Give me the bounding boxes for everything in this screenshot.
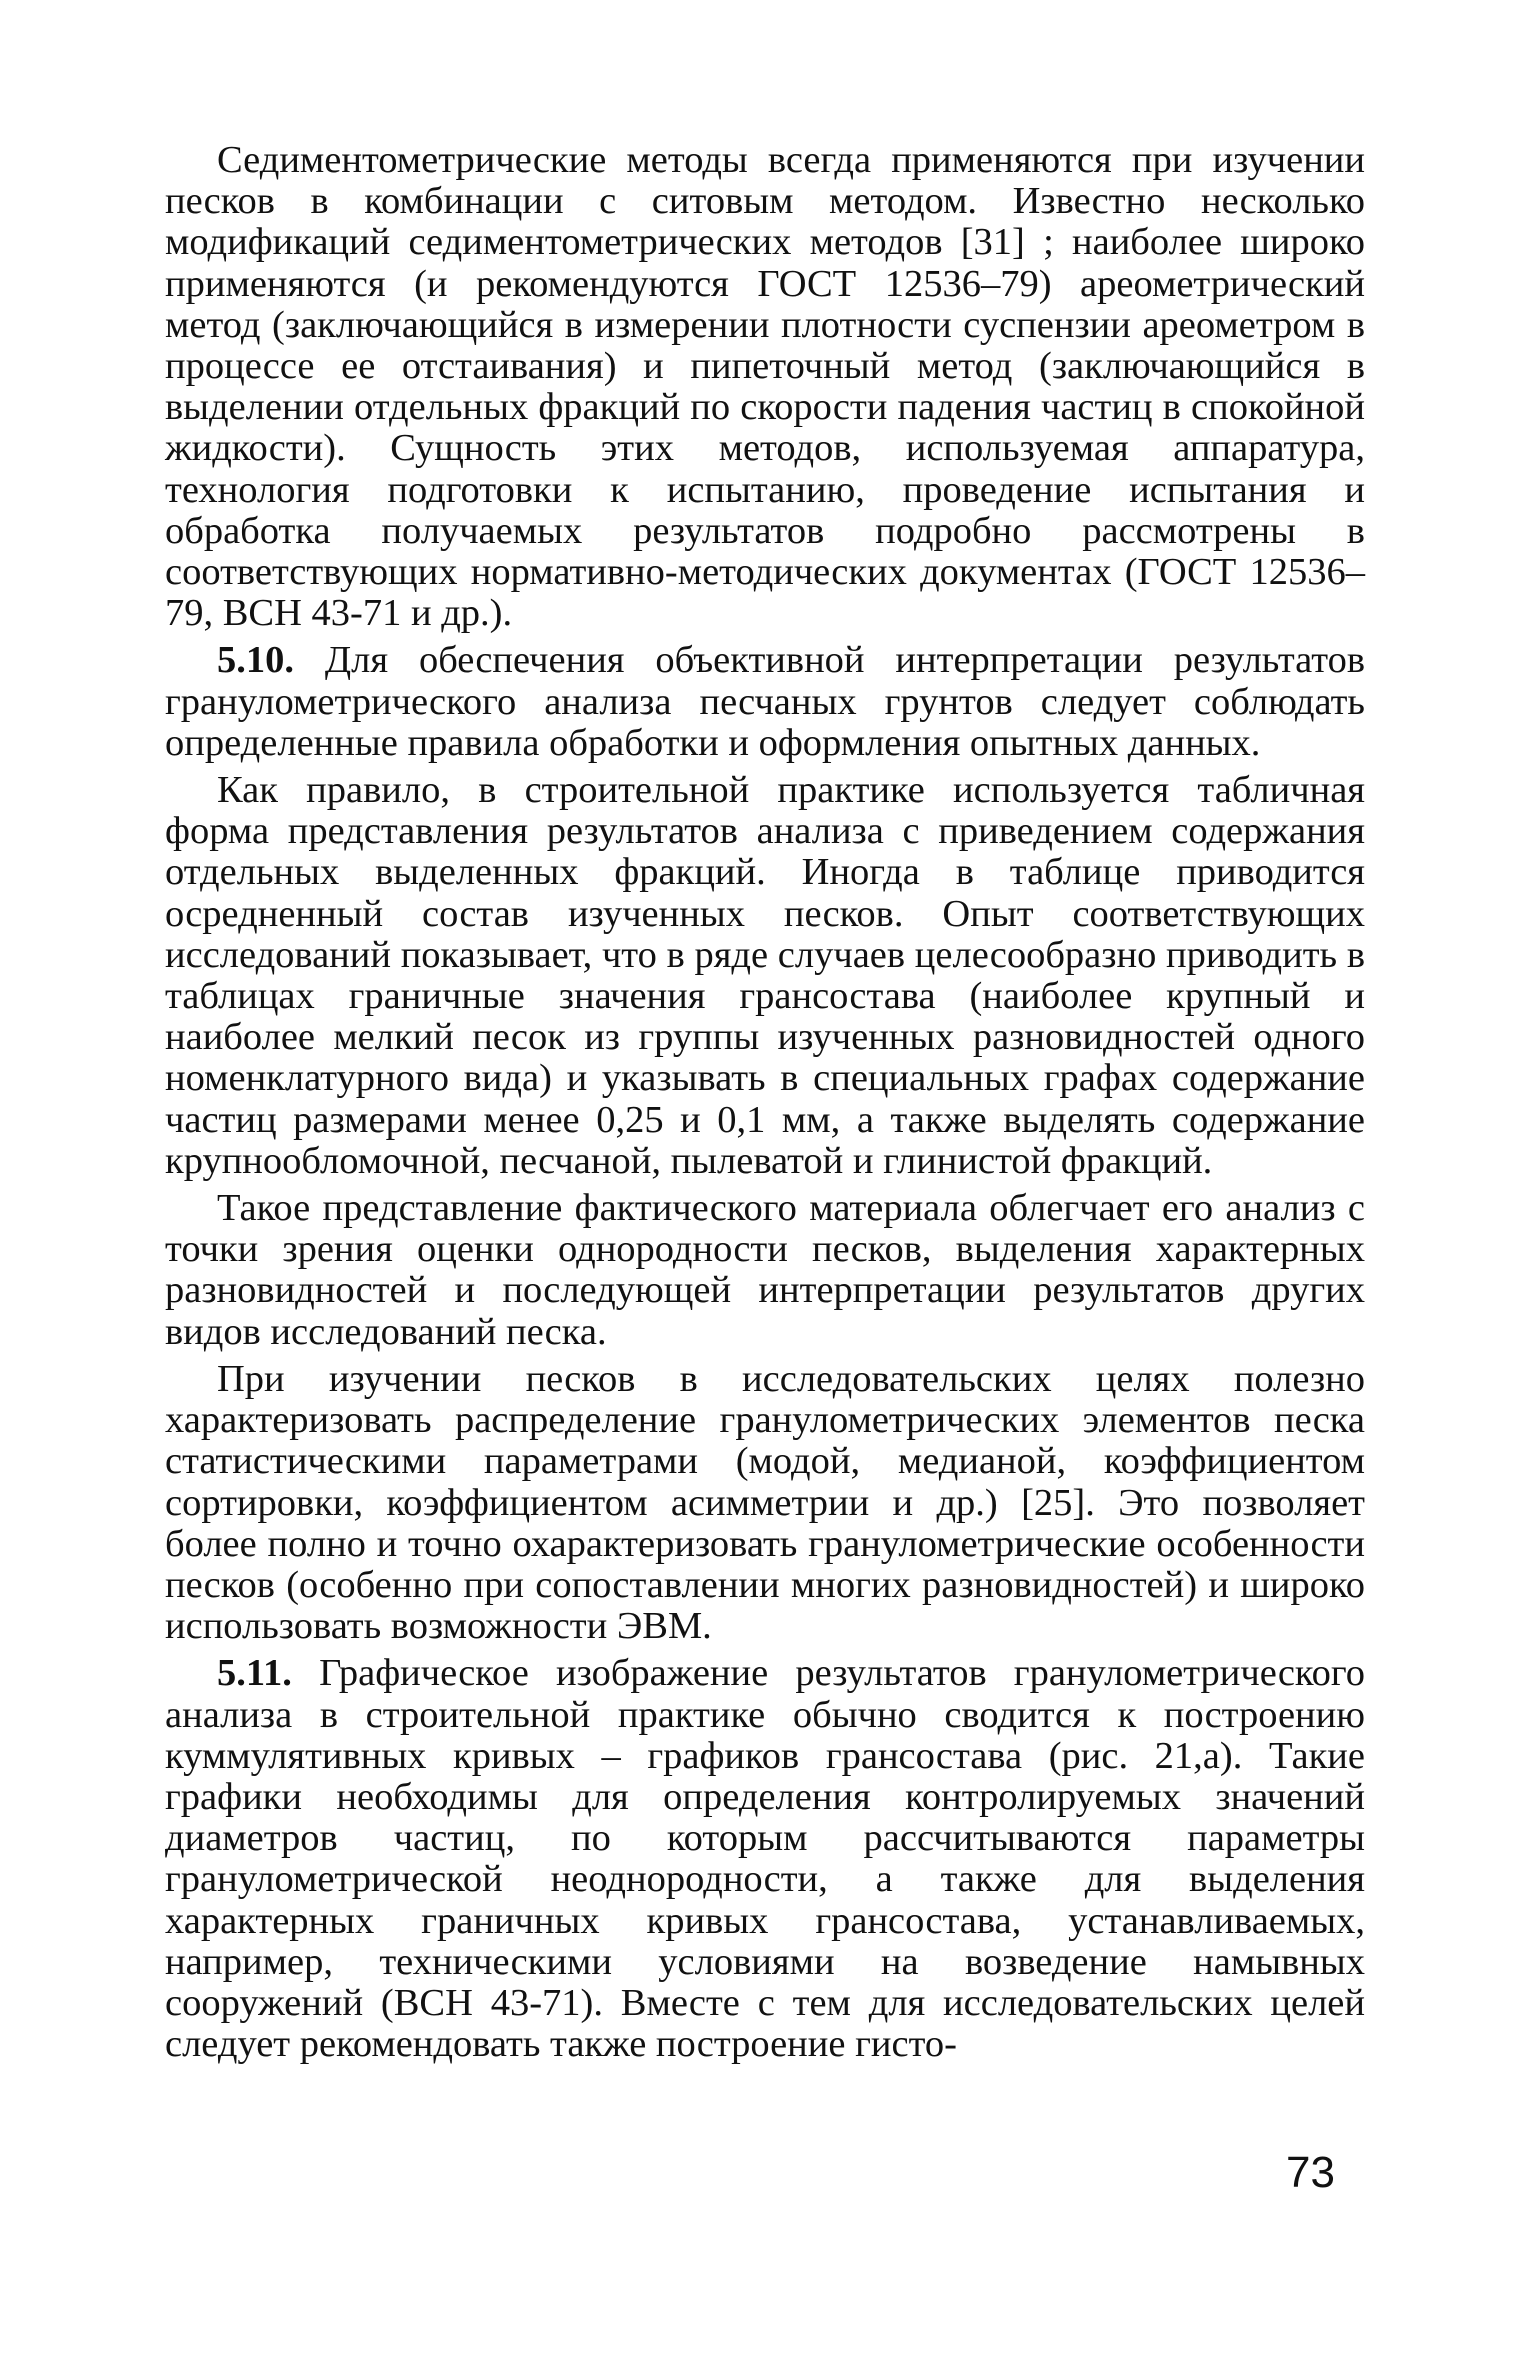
section-number: 5.11. xyxy=(217,1652,292,1695)
paragraph-representation xyxy=(165,1188,1365,1353)
paragraph-text: Как правило, в строительной практике используется табличная форма представления результатов анализа с приведением содержания отдельных выделенных фракций. Иногда в таблице приводится осредненный состав изученных песков. Опыт соответствующих исследований показывает, что в ряде случаев целесообразно приводить в таблицах граничные значения грансостава (наиболее крупный и наиболее мелкий песок из группы изученных разновидностей одного номенклатурного вида) и указывать в специальных графах содержание частиц размерами менее 0,25 и 0,1 мм, а также выделять содержание крупнообломочной, песчаной, пылеватой и глинистой фракций. xyxy=(165,769,1365,1182)
paragraph-research-purposes xyxy=(165,1359,1365,1647)
page-number: 73 xyxy=(1286,2148,1335,2197)
paragraph-5-10 xyxy=(165,640,1365,764)
paragraph-text: Такое представление фактического материала облегчает его анализ с точки зрения оценки однородности песков, выделения характерных разновидностей и последующей интерпретации результатов других видов исследований песка. xyxy=(165,1187,1365,1353)
paragraph-text: Седиментометрические методы всегда применяются при изучении песков в комбинации с ситовым методом. Известно несколько модификаций седиментометрических методов [31] ; наиболее широко применяются (и рекомендуются ГОСТ 12536–79) ареометрический метод (заключающийся в измерении плотности суспензии ареометром в процессе ее отстаивания) и пипеточный метод (заключающийся в выделении отдельных фракций по скорости падения частиц в спокойной жидкости). Сущность этих методов, используемая аппаратура, технология подготовки к испытанию, проведение испытания и обработка получаемых результатов подробно рассмотрены в соответствующих нормативно-методических документах (ГОСТ 12536–79, ВСН 43-71 и др.). xyxy=(165,139,1365,635)
section-number: 5.10. xyxy=(217,639,294,682)
paragraph-text: Графическое изображение результатов гранулометрического анализа в строительной практике обычно сводится к построению куммулятивных кривых – графиков грансостава (рис. 21,а). Такие графики необходимы для определения контролируемых значений диаметров частиц, по которым рассчитываются параметры гранулометрической неоднородности, а также для выделения характерных граничных кривых грансостава, устанавливаемых, например, техническими условиями на возведение намывных сооружений (ВСН 43-71). Вместе с тем для исследовательских целей следует рекомендовать также построение гисто- xyxy=(165,1652,1365,2066)
paragraph-tabular-form xyxy=(165,770,1365,1182)
paragraph-text: Для обеспечения объективной интерпретации результатов гранулометрического анализа песчаных грунтов следует соблюдать определенные правила обработки и оформления опытных данных. xyxy=(165,639,1365,764)
page-body xyxy=(165,140,1365,2065)
paragraph-5-11 xyxy=(165,1653,1365,2065)
paragraph-text: При изучении песков в исследовательских целях полезно характеризовать распределение гранулометрических элементов песка статистическими параметрами (модой, медианой, коэффициентом сортировки, коэффициентом асимметрии и др.) [25]. Это позволяет более полно и точно охарактеризовать гранулометрические особенности песков (особенно при сопоставлении многих разновидностей) и широко использовать возможности ЭВМ. xyxy=(165,1357,1365,1648)
paragraph-sedimentometric xyxy=(165,140,1365,634)
